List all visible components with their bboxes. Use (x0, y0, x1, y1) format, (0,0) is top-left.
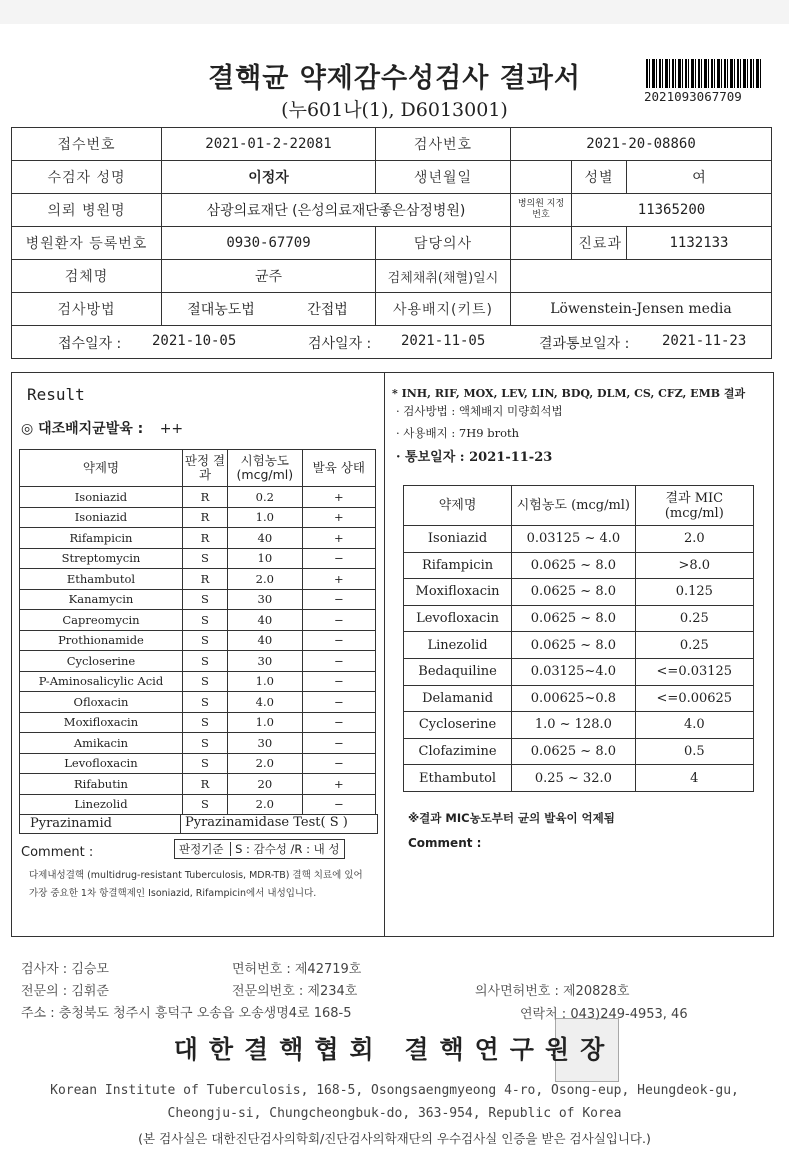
right-note-3: · 사용배지 : 7H9 broth (396, 426, 520, 440)
table-row (20, 548, 376, 569)
sex: 여 (626, 161, 771, 194)
table-row (20, 794, 376, 815)
test-no-label: 검사번호 (375, 128, 510, 161)
right-table-cell: >8.0 (635, 552, 753, 579)
right-table-cell: 4.0 (635, 712, 753, 739)
left-table-cell: 10 (228, 548, 303, 569)
left-table-cell: R (182, 507, 227, 528)
left-table-cell: R (182, 774, 227, 795)
left-table-cell: 30 (228, 733, 303, 754)
left-table-header-2: 시험농도 (mcg/ml) (228, 450, 303, 487)
right-table-cell: Moxifloxacin (404, 579, 512, 606)
left-table-cell: + (302, 774, 375, 795)
left-table-cell: 20 (228, 774, 303, 795)
right-table-header-1: 시험농도 (mcg/ml) (512, 486, 636, 526)
right-table-cell: 0.03125~4.0 (512, 658, 636, 685)
table-row (20, 528, 376, 549)
left-table-cell: Rifabutin (20, 774, 183, 795)
table-row (20, 774, 376, 795)
patient-name: 이정자 (162, 161, 376, 194)
tester: 검사자 : 김승모 (21, 962, 109, 977)
right-table-cell: 0.03125 ~ 4.0 (512, 526, 636, 553)
received: 2021-10-05 (152, 333, 237, 349)
medium-label: 사용배지(키트) (375, 293, 510, 326)
table-row (20, 753, 376, 774)
right-table-cell: 0.25 ~ 32.0 (512, 765, 636, 792)
left-table-cell: 30 (228, 589, 303, 610)
doctor-label: 담당의사 (375, 227, 510, 260)
pyrazinamid-name: Pyrazinamid (30, 816, 112, 831)
table-row (20, 507, 376, 528)
left-table-cell: Rifampicin (20, 528, 183, 549)
dept: 1132133 (626, 227, 771, 260)
left-table-cell: − (302, 630, 375, 651)
left-table-cell: Prothionamide (20, 630, 183, 651)
left-table-cell: − (302, 651, 375, 672)
table-row (404, 712, 754, 739)
left-table-cell: 2.0 (228, 794, 303, 815)
control-label: ◎ 대조배지균발육 : (21, 421, 144, 437)
birth (510, 161, 571, 194)
left-table-cell: Streptomycin (20, 548, 183, 569)
method-label: 검사방법 (12, 293, 162, 326)
table-row (20, 589, 376, 610)
left-table-cell: − (302, 671, 375, 692)
right-table-cell: Cycloserine (404, 712, 512, 739)
left-table-cell: Kanamycin (20, 589, 183, 610)
specialist: 전문의 : 김휘준 (21, 984, 109, 999)
result-section (11, 372, 774, 937)
left-table-cell: R (182, 528, 227, 549)
left-table-cell: R (182, 487, 227, 508)
judgment-criteria (174, 839, 345, 859)
left-table-cell: S (182, 671, 227, 692)
left-table-cell: 40 (228, 528, 303, 549)
right-table-cell: 0.25 (635, 632, 753, 659)
right-note-2: · 검사방법 : 액체배지 미량희석법 (396, 404, 563, 418)
specialist-no: 전문의번호 : 제234호 (232, 984, 358, 999)
left-table-cell: S (182, 712, 227, 733)
left-table-cell: 0.2 (228, 487, 303, 508)
result-heading: Result (27, 385, 85, 404)
english-address-1: Korean Institute of Tuberculosis, 168-5, Osongsaengmyeong 4-ro, Osong-eup, Heungdeok-gu, (50, 1083, 739, 1098)
table-row (20, 610, 376, 631)
left-table-cell: S (182, 548, 227, 569)
left-table-cell: S (182, 733, 227, 754)
hospital: 삼광의료재단 (은성의료재단좋은삼정병원) (162, 194, 511, 227)
right-mic-table (403, 485, 754, 792)
right-note-4: · 통보일자 : 2021-11-23 (396, 450, 553, 465)
medium: Löwenstein-Jensen media (510, 293, 771, 326)
collect (510, 260, 771, 293)
table-row (20, 692, 376, 713)
right-table-cell: Isoniazid (404, 526, 512, 553)
method2: 간접법 (280, 293, 375, 326)
left-table-cell: R (182, 569, 227, 590)
left-table-cell: − (302, 548, 375, 569)
left-table-cell: − (302, 753, 375, 774)
table-row (20, 671, 376, 692)
specimen-label: 검체명 (12, 260, 162, 293)
table-row (20, 569, 376, 590)
specimen: 균주 (162, 260, 376, 293)
left-table-cell: − (302, 712, 375, 733)
address: 주소 : 충청북도 청주시 흥덕구 오송읍 오송생명4로 168-5 (21, 1006, 352, 1021)
right-table-cell: 0.0625 ~ 8.0 (512, 552, 636, 579)
table-row (20, 712, 376, 733)
english-address-2: Cheongju-si, Chungcheongbuk-do, 363-954, Republic of Korea (167, 1106, 622, 1121)
reg-no: 0930-67709 (162, 227, 376, 260)
collect-label: 검체채취(채혈)일시 (375, 260, 510, 293)
left-table-cell: 4.0 (228, 692, 303, 713)
receipt-no: 2021-01-2-22081 (162, 128, 376, 161)
right-table-cell: 0.25 (635, 605, 753, 632)
left-table-cell: S (182, 610, 227, 631)
right-table-cell: <=0.00625 (635, 685, 753, 712)
left-table-cell: + (302, 487, 375, 508)
control-value: ++ (159, 421, 184, 437)
table-row (20, 733, 376, 754)
table-row (404, 605, 754, 632)
right-table-cell: 1.0 ~ 128.0 (512, 712, 636, 739)
right-table-cell: 0.5 (635, 738, 753, 765)
left-table-cell: Linezolid (20, 794, 183, 815)
doctor (510, 227, 571, 260)
right-table-cell: 2.0 (635, 526, 753, 553)
right-table-header-0: 약제명 (404, 486, 512, 526)
receipt-no-label: 접수번호 (12, 128, 162, 161)
judge-value: S : 감수성 /R : 내 성 (230, 842, 339, 856)
left-table-cell: S (182, 651, 227, 672)
left-table-cell: 1.0 (228, 712, 303, 733)
table-row (404, 579, 754, 606)
hospital-code: 11365200 (571, 194, 771, 227)
mic-note: ※결과 MIC농도부터 균의 발육이 억제됨 (408, 811, 615, 825)
left-table-cell: + (302, 569, 375, 590)
dept-label: 진료과 (571, 227, 626, 260)
right-note-1: * INH, RIF, MOX, LEV, LIN, BDQ, DLM, CS, CFZ, EMB 결과 (392, 387, 746, 400)
birth-label: 생년월일 (375, 161, 510, 194)
table-row (404, 765, 754, 792)
received-label: 접수일자 : (58, 336, 122, 352)
right-table-cell: Levofloxacin (404, 605, 512, 632)
hospital-code-label: 병의원 지정번호 (510, 194, 571, 227)
left-table-cell: − (302, 589, 375, 610)
certification-note: (본 검사실은 대한진단검사의학회/진단검사의학재단의 우수검사실 인증을 받은 검사실입니다.) (138, 1131, 651, 1146)
right-table-cell: <=0.03125 (635, 658, 753, 685)
table-row (404, 552, 754, 579)
left-table-cell: Levofloxacin (20, 753, 183, 774)
left-table-cell: Capreomycin (20, 610, 183, 631)
reg-no-label: 병원환자 등록번호 (12, 227, 162, 260)
left-table-cell: − (302, 794, 375, 815)
table-row (404, 632, 754, 659)
left-comment-text: 다제내성결핵 (multidrug-resistant Tuberculosis, MDR-TB) 결핵 치료에 있어 가장 중요한 1차 항결핵제인 Isoniazid, Rifampicin에서 내성입니다. (29, 870, 363, 899)
pyrazinamid-row (19, 814, 378, 834)
left-table-cell: 1.0 (228, 507, 303, 528)
left-table-cell: − (302, 692, 375, 713)
method1: 절대농도법 (162, 293, 281, 326)
table-row (404, 685, 754, 712)
left-table-header-0: 약제명 (20, 450, 183, 487)
left-table-cell: − (302, 610, 375, 631)
section-divider (384, 373, 385, 936)
left-table-cell: Ofloxacin (20, 692, 183, 713)
left-table-cell: Amikacin (20, 733, 183, 754)
sex-label: 성별 (571, 161, 626, 194)
left-table-cell: Isoniazid (20, 487, 183, 508)
patient-info-table (11, 127, 772, 359)
left-table-cell: S (182, 630, 227, 651)
left-table-cell: 30 (228, 651, 303, 672)
doctor-license: 의사면허번호 : 제20828호 (475, 984, 630, 999)
table-row (20, 487, 376, 508)
license: 면허번호 : 제42719호 (232, 962, 362, 977)
judge-label: 판정기준 (179, 842, 224, 856)
right-table-cell: 0.0625 ~ 8.0 (512, 605, 636, 632)
left-table-cell: S (182, 753, 227, 774)
top-bar (0, 0, 789, 24)
left-table-cell: 1.0 (228, 671, 303, 692)
left-table-cell: Isoniazid (20, 507, 183, 528)
right-table-cell: 0.125 (635, 579, 753, 606)
left-table-cell: 2.0 (228, 569, 303, 590)
left-table-header-3: 발육 상태 (302, 450, 375, 487)
right-table-cell: 0.0625 ~ 8.0 (512, 632, 636, 659)
left-table-cell: Moxifloxacin (20, 712, 183, 733)
right-table-cell: Delamanid (404, 685, 512, 712)
left-table-cell: S (182, 589, 227, 610)
left-table-header-1: 판정 결과 (182, 450, 227, 487)
reported-label: 결과통보일자 : (539, 336, 630, 352)
table-row (20, 651, 376, 672)
left-table-cell: Cycloserine (20, 651, 183, 672)
left-table-cell: + (302, 528, 375, 549)
left-table-cell: − (302, 733, 375, 754)
barcode-icon (646, 59, 762, 88)
patient-name-label: 수검자 성명 (12, 161, 162, 194)
left-table-cell: P-Aminosalicylic Acid (20, 671, 183, 692)
left-table-cell: S (182, 794, 227, 815)
right-table-cell: Bedaquiline (404, 658, 512, 685)
tested-label: 검사일자 : (308, 336, 372, 352)
table-row (404, 658, 754, 685)
right-table-cell: Rifampicin (404, 552, 512, 579)
right-table-header-2: 결과 MIC (mcg/ml) (635, 486, 753, 526)
test-no: 2021-20-08860 (510, 128, 771, 161)
right-comment-label: Comment : (408, 836, 482, 850)
left-table-cell: 40 (228, 630, 303, 651)
left-table-cell: Ethambutol (20, 569, 183, 590)
table-row (20, 630, 376, 651)
left-table-cell: 2.0 (228, 753, 303, 774)
barcode-number: 2021093067709 (644, 89, 742, 104)
control-growth (21, 418, 183, 438)
left-table-cell: 40 (228, 610, 303, 631)
document-subtitle: (누601나(1), D6013001) (281, 99, 508, 121)
right-table-cell: 0.0625 ~ 8.0 (512, 579, 636, 606)
left-table-cell: S (182, 692, 227, 713)
hospital-label: 의뢰 병원명 (12, 194, 162, 227)
table-row (404, 738, 754, 765)
pyrazinamid-test: Pyrazinamidase Test( S ) (180, 815, 348, 833)
table-row (404, 526, 754, 553)
organization-name: 대한결핵협회 결핵연구원장 (173, 1035, 616, 1064)
reported: 2021-11-23 (662, 333, 747, 349)
right-table-cell: Ethambutol (404, 765, 512, 792)
right-table-cell: Clofazimine (404, 738, 512, 765)
left-comment-label: Comment : (21, 845, 94, 860)
right-table-cell: Linezolid (404, 632, 512, 659)
left-drug-table (19, 449, 376, 815)
contact: 연락처 : 043)249-4953, 46 (520, 1007, 688, 1022)
right-table-cell: 4 (635, 765, 753, 792)
right-table-cell: 0.0625 ~ 8.0 (512, 738, 636, 765)
left-table-cell: + (302, 507, 375, 528)
document-title: 결핵균 약제감수성검사 결과서 (208, 63, 581, 94)
right-table-cell: 0.00625~0.8 (512, 685, 636, 712)
tested: 2021-11-05 (401, 333, 486, 349)
